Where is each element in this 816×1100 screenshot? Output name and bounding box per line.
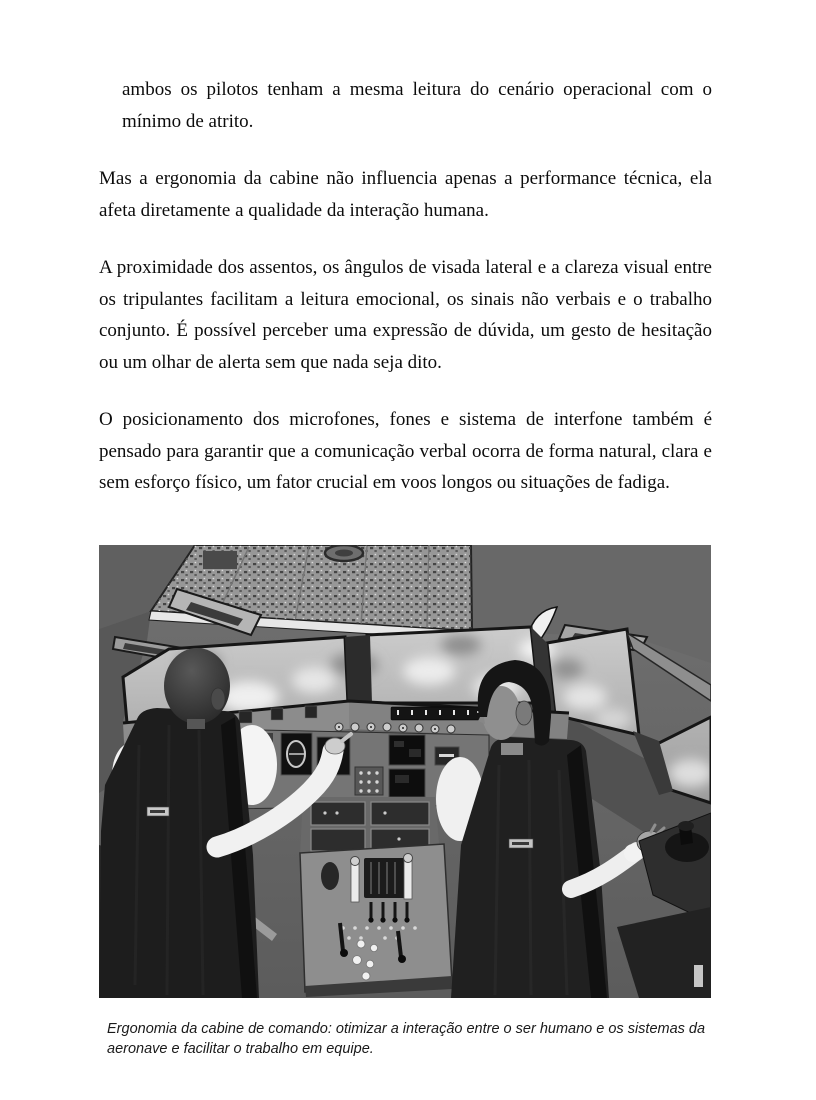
figure-caption: Ergonomia da cabine de comando: otimizar a interação entre o ser humano e os sistemas da aeronave e facilitar o trabalho em equipe.: [107, 1020, 706, 1057]
body-paragraph: Mas a ergonomia da cabine não influencia apenas a performance técnica, ela afeta diretamente a qualidade da interação humana.: [99, 168, 712, 221]
article-body: [99, 74, 712, 499]
cockpit-illustration: [99, 545, 711, 998]
body-paragraph: O posicionamento dos microfones, fones e sistema de interfone também é pensado para garantir que a comunicação verbal ocorra de forma natural, clara e sem esforço físico, um fator crucial em voos longos ou situações de fadiga.: [99, 409, 712, 493]
console-placard: [694, 965, 703, 987]
throttle-lever: [351, 860, 359, 902]
throttle-lever: [404, 857, 412, 899]
pilot-left-head: [164, 648, 230, 724]
body-paragraph: ambos os pilotos tenham a mesma leitura do cenário operacional com o mínimo de atrito.: [122, 79, 712, 132]
cockpit-figure: [99, 545, 712, 1059]
body-paragraph: A proximidade dos assentos, os ângulos de visada lateral e a clareza visual entre os tripulantes facilitam a leitura emocional, os sinais não verbais e o trabalho conjunto. É possível perceber uma expressão de dúvida, um gesto de hesitação ou um olhar de alerta sem que nada seja dito.: [99, 257, 712, 373]
center-pedestal: [300, 797, 452, 997]
windshield-center-post: [345, 635, 372, 705]
